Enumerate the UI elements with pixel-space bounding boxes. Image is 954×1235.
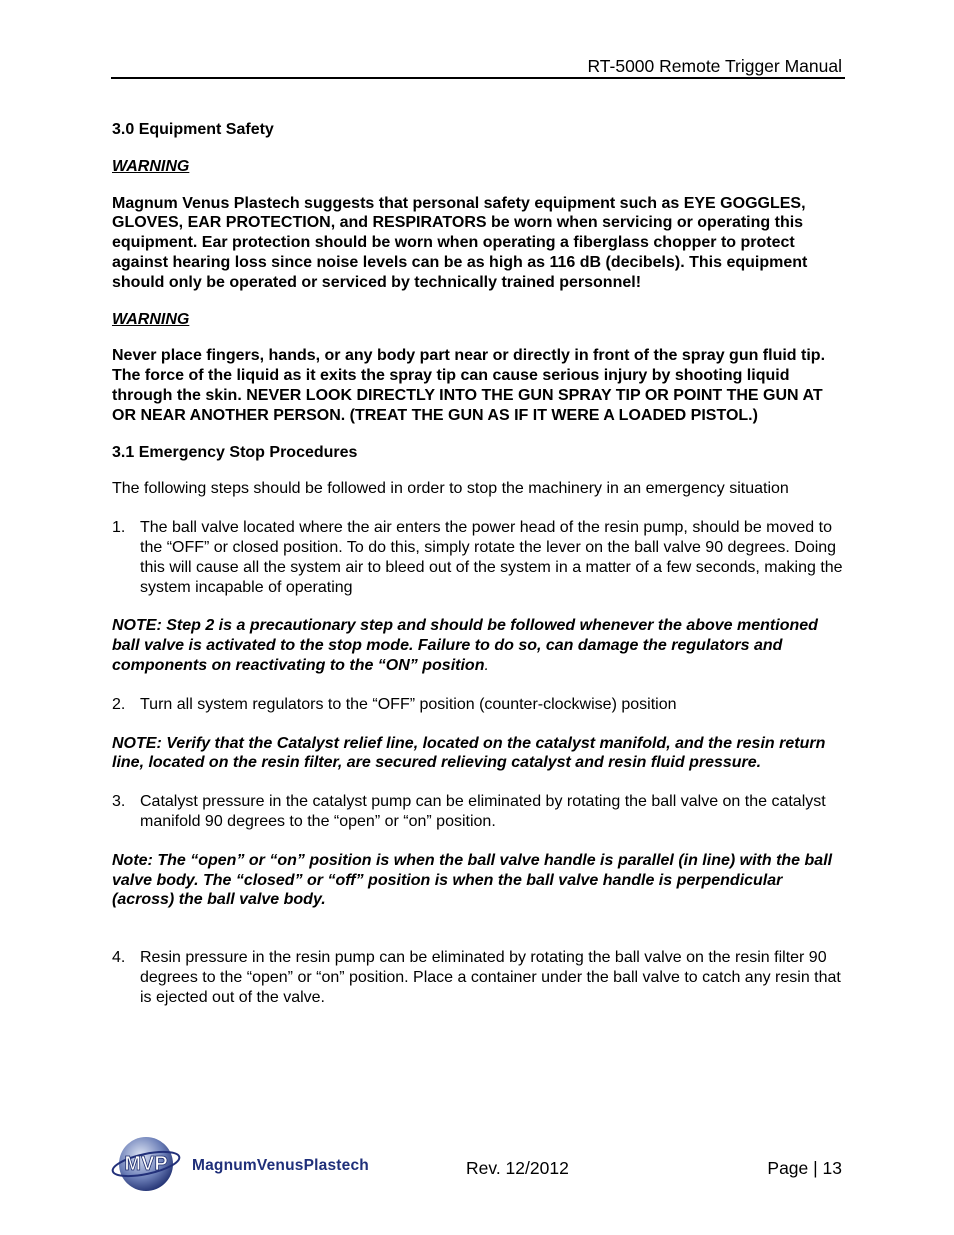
intro-text: The following steps should be followed in order to stop the machinery in an emergency situation xyxy=(112,480,789,498)
step-2 xyxy=(112,695,844,715)
note-text: NOTE: Step 2 is a precautionary step and should be followed whenever the above mentioned ball valve is activated to the stop mode. Failure to do so, can damage the regulators and components on reactivating to the “ON” position xyxy=(112,617,818,674)
step-text: Resin pressure in the resin pump can be eliminated by rotating the ball valve on the resin filter 90 degrees to the “open” or “on” position. Place a container under the ball valve to catch any resin that is ejected out of the valve. xyxy=(140,949,841,1006)
step-4 xyxy=(112,948,844,1007)
warning-text-ppe: Magnum Venus Plastech suggests that personal safety equipment such as EYE GOGGLES, GLOVES, EAR PROTECTION, and RESPIRATORS be worn when servicing or operating this equipment. Ear protection should be worn when operating a fiberglass chopper to protect against hearing loss since noise levels can be as high as 116 dB (decibels). This equipment should only be operated or serviced by technically trained personnel! xyxy=(112,194,808,291)
mvp-logo-icon xyxy=(110,1132,190,1192)
note-end: . xyxy=(484,656,489,674)
warning-label: WARNING xyxy=(112,157,190,175)
page-number: Page | 13 xyxy=(767,1158,842,1178)
warning-label: WARNING xyxy=(112,310,190,328)
note-1 xyxy=(112,616,844,675)
note-2: NOTE: Verify that the Catalyst relief line, located on the catalyst manifold, and the resin return line, located on the resin filter, are secured relieving catalyst and resin fluid pressure. xyxy=(112,734,826,772)
section-heading-3-0: 3.0 Equipment Safety xyxy=(112,121,274,138)
logo-wordmark: MagnumVenusPlastech xyxy=(192,1157,369,1174)
header-title: RT-5000 Remote Trigger Manual xyxy=(587,56,842,76)
revision-date: Rev. 12/2012 xyxy=(466,1158,569,1178)
logo-mark-text: MVP xyxy=(124,1153,168,1175)
step-number: 2. xyxy=(112,695,126,713)
company-logo xyxy=(110,1132,400,1192)
step-number: 3. xyxy=(112,793,126,811)
step-text: The ball valve located where the air enters the power head of the resin pump, should be moved to the “OFF” or closed position. To do this, simply rotate the lever on the ball valve 90 degrees. Doing this will cause all the system air to bleed out of the system in a matter of a few seconds, making the system incapable of operating xyxy=(140,519,843,596)
step-number: 4. xyxy=(112,949,126,967)
warning-text-spray-tip: Never place fingers, hands, or any body part near or directly in front of the spray gun fluid tip. The force of the liquid as it exits the spray tip can cause serious injury by shooting liquid through the skin. NEVER LOOK DIRECTLY INTO THE GUN SPRAY TIP OR POINT THE GUN AT OR NEAR ANOTHER PERSON. (TREAT THE GUN AS IF IT WERE A LOADED PISTOL.) xyxy=(112,347,826,424)
step-1 xyxy=(112,518,844,597)
section-heading-3-1: 3.1 Emergency Stop Procedures xyxy=(112,443,358,461)
page-content xyxy=(112,120,844,1027)
step-3 xyxy=(112,792,844,832)
step-text: Catalyst pressure in the catalyst pump can be eliminated by rotating the ball valve on the catalyst manifold 90 degrees to the “open” or “on” position. xyxy=(140,793,826,830)
step-number: 1. xyxy=(112,519,126,537)
step-text: Turn all system regulators to the “OFF” position (counter-clockwise) position xyxy=(140,695,677,713)
note-3: Note: The “open” or “on” position is when the ball valve handle is parallel (in line) with the ball valve body. The “closed” or “off” position is when the ball valve handle is perpendicular (across) the ball valve body. xyxy=(112,851,833,909)
header-rule xyxy=(111,77,845,79)
